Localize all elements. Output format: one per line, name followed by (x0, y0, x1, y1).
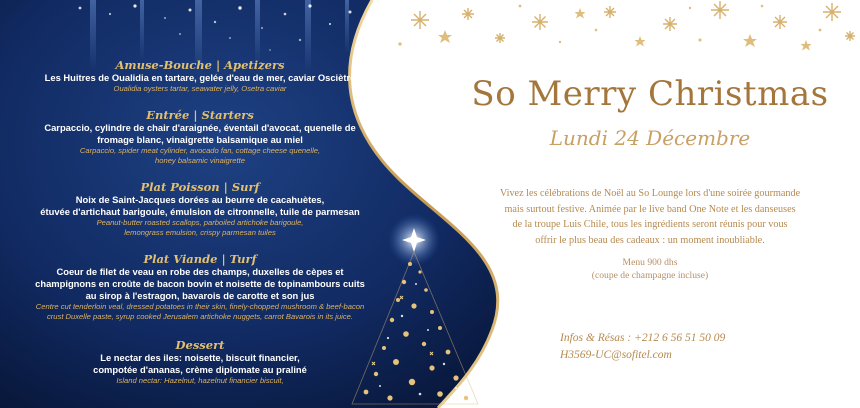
email-link[interactable]: H3569-UC@sofitel.com (560, 349, 672, 361)
dish-en: Carpaccio, spider meat cylinder, avocado fan, cottage cheese quenelle, (79, 146, 321, 155)
dish-en: crust Duxelle paste, syrup cooked Jerusalem artichoke nuggets, carrot Bavarois in its juice. (46, 312, 353, 321)
price-text: Menu 900 dhs (622, 257, 678, 268)
section-title: Dessert (175, 338, 225, 352)
dish-fr: champignons en croûte de bacon bovin et noisette de topinambours cuits (35, 278, 365, 289)
dish-en: honey balsamic vinaigrette (155, 156, 245, 165)
dish-en: lemongrass emulsion, crispy parmesan tuiles (124, 228, 276, 237)
section-title: Amuse-Bouche | Apetizers (115, 58, 285, 72)
snowflake-icon (411, 1, 855, 43)
dish-fr: au sirop à l'estragon, bavarois de carotte et son jus (85, 290, 315, 301)
price-note: (coupe de champagne incluse) (591, 270, 709, 281)
section-dessert (0, 338, 400, 386)
event-title: So Merry Christmas (471, 74, 829, 114)
section-title: Entrée | Starters (146, 108, 254, 122)
section-entree (0, 108, 400, 166)
dish-fr: Carpaccio, cylindre de chair d'araignée, éventail d'avocat, quenelle de (44, 122, 356, 133)
dish-en: Peanut-butter roasted scallops, parboiled artichoke barigoule, (96, 218, 304, 227)
section-title: Plat Viande | Turf (143, 252, 257, 266)
description-line: mais surtout festive. Animée par le live band One Note et les danseuses (504, 203, 796, 215)
event-date: Lundi 24 Décembre (549, 126, 751, 150)
dish-fr: Coeur de filet de veau en robe des champs, duxelles de cèpes et (56, 266, 344, 277)
menu-panel (0, 0, 400, 408)
dish-en: Island nectar: Hazelnut, hazelnut financier biscuit, (116, 376, 284, 385)
menu-price (560, 256, 740, 282)
dish-fr: Les Huitres de Oualidia en tartare, gelée d'eau de mer, caviar Osciètre (44, 72, 356, 83)
dish-fr: étuvée d'artichaut barigoule, émulsion de citronnelle, tuile de parmesan (40, 206, 360, 217)
description-line: de la troupe Luis Chile, tous les ingrédients seront réunis pour vous (512, 219, 788, 230)
description-line: offrir le plus beau des cadeaux : un moment inoubliable. (535, 234, 765, 246)
event-description (460, 186, 840, 248)
dish-en: Oualidia oysters tartar, seawater jelly, Osetra caviar (113, 84, 287, 93)
dish-fr: Le nectar des iles: noisette, biscuit financier, (100, 352, 300, 363)
dish-fr: fromage blanc, vinaigrette balsamique au miel (97, 134, 303, 145)
dish-en: Centre cut tenderloin veal, dressed potatoes in their skin, finely-chopped mushroom & beef-bacon (35, 302, 365, 311)
description-line: Vivez les célébrations de Noël au So Lounge lors d'une soirée gourmande (499, 188, 801, 199)
dish-fr: Noix de Saint-Jacques dorées au beurre de cacahuètes, (75, 194, 325, 205)
section-plat-viande (0, 252, 400, 322)
phone-text: Infos & Résas : +212 6 56 51 50 09 (560, 332, 726, 344)
dish-fr: compotée d'ananas, crème diplomate au praliné (93, 364, 307, 375)
section-amuse-bouche (0, 58, 400, 94)
section-title: Plat Poisson | Surf (140, 180, 260, 194)
section-plat-poisson (0, 180, 400, 238)
contact-info (560, 330, 800, 364)
